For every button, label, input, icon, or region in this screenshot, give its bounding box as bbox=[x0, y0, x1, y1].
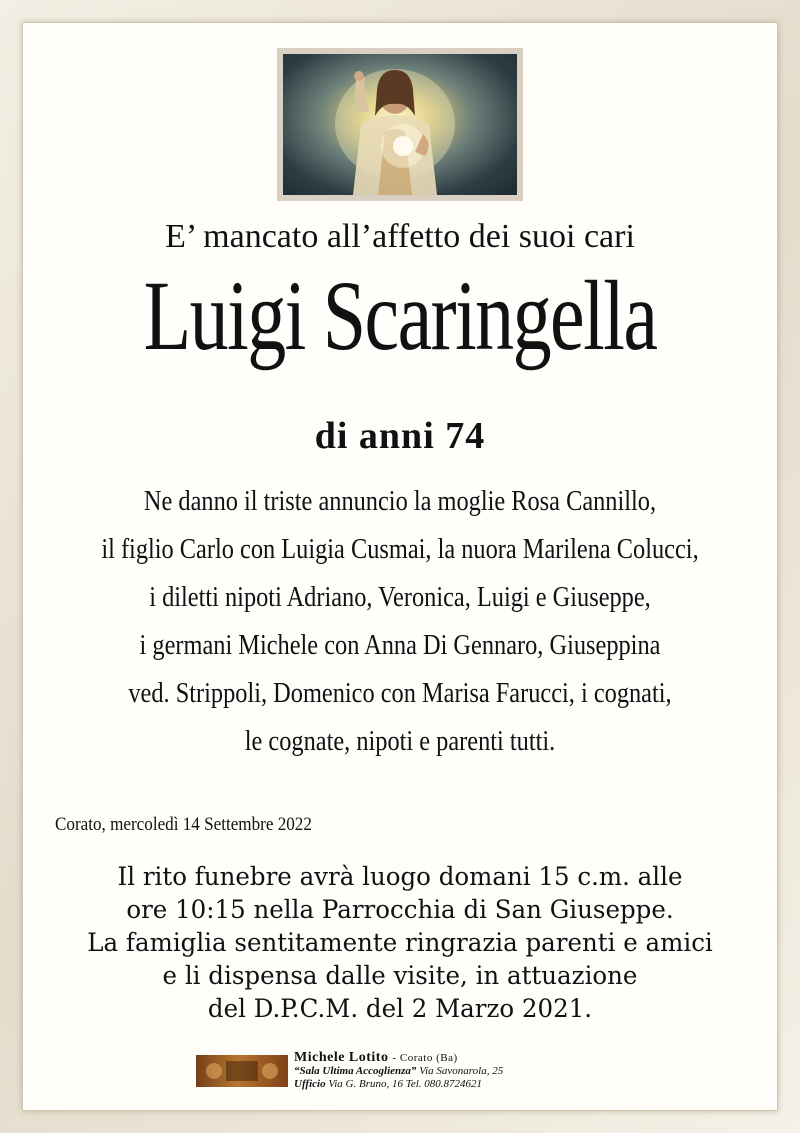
service-line: e li dispensa dalle visite, in attuazione bbox=[162, 961, 638, 990]
announcement-line: i germani Michele con Anna Di Gennaro, Giuseppina bbox=[139, 629, 661, 661]
service-line: ore 10:15 nella Parrocchia di San Giuseppe. bbox=[126, 895, 674, 924]
service-line: La famiglia sentitamente ringrazia parenti e amici bbox=[87, 928, 713, 957]
hall-address: Via Savonarola, 25 bbox=[419, 1065, 504, 1077]
portrait-illustration bbox=[283, 54, 517, 195]
deceased-age: di anni 74 bbox=[314, 415, 486, 457]
office-address: Via G. Bruno, 16 bbox=[328, 1078, 403, 1090]
announcement-line: i diletti nipoti Adriano, Veronica, Luigi e Giuseppe, bbox=[149, 581, 651, 613]
portrait-frame bbox=[277, 48, 523, 201]
service-line: del D.P.C.M. del 2 Marzo 2021. bbox=[207, 994, 593, 1023]
announcement-paragraph bbox=[89, 477, 711, 765]
funeral-home-details bbox=[294, 1051, 624, 1091]
announcement-line: ved. Strippoli, Domenico con Marisa Farucci, i cognati, bbox=[128, 677, 672, 709]
announcement-line: il figlio Carlo con Luigia Cusmai, la nuora Marilena Colucci, bbox=[101, 533, 699, 565]
intro-text: E’ mancato all’affetto dei suoi cari bbox=[165, 218, 635, 255]
funeral-home-logo bbox=[196, 1055, 288, 1087]
funeral-home-name: Michele Lotito bbox=[294, 1050, 389, 1065]
office-label: Ufficio bbox=[294, 1078, 326, 1090]
funeral-home-footer bbox=[196, 1051, 616, 1091]
service-line: Il rito funebre avrà luogo domani 15 c.m. alle bbox=[117, 862, 683, 891]
announcement-line: le cognate, nipoti e parenti tutti. bbox=[244, 725, 556, 757]
phone-number: Tel. 080.8724621 bbox=[405, 1078, 483, 1090]
religious-portrait-image bbox=[283, 54, 517, 195]
announcement-line: Ne danno il triste annuncio la moglie Rosa Cannillo, bbox=[143, 485, 657, 517]
funeral-home-city: - Corato (Ba) bbox=[392, 1052, 458, 1064]
deceased-name: Luigi Scaringella bbox=[143, 260, 657, 371]
date-line: Corato, mercoledì 14 Settembre 2022 bbox=[55, 814, 312, 835]
hall-name: “Sala Ultima Accoglienza” bbox=[294, 1065, 417, 1077]
service-paragraph bbox=[37, 860, 762, 1025]
